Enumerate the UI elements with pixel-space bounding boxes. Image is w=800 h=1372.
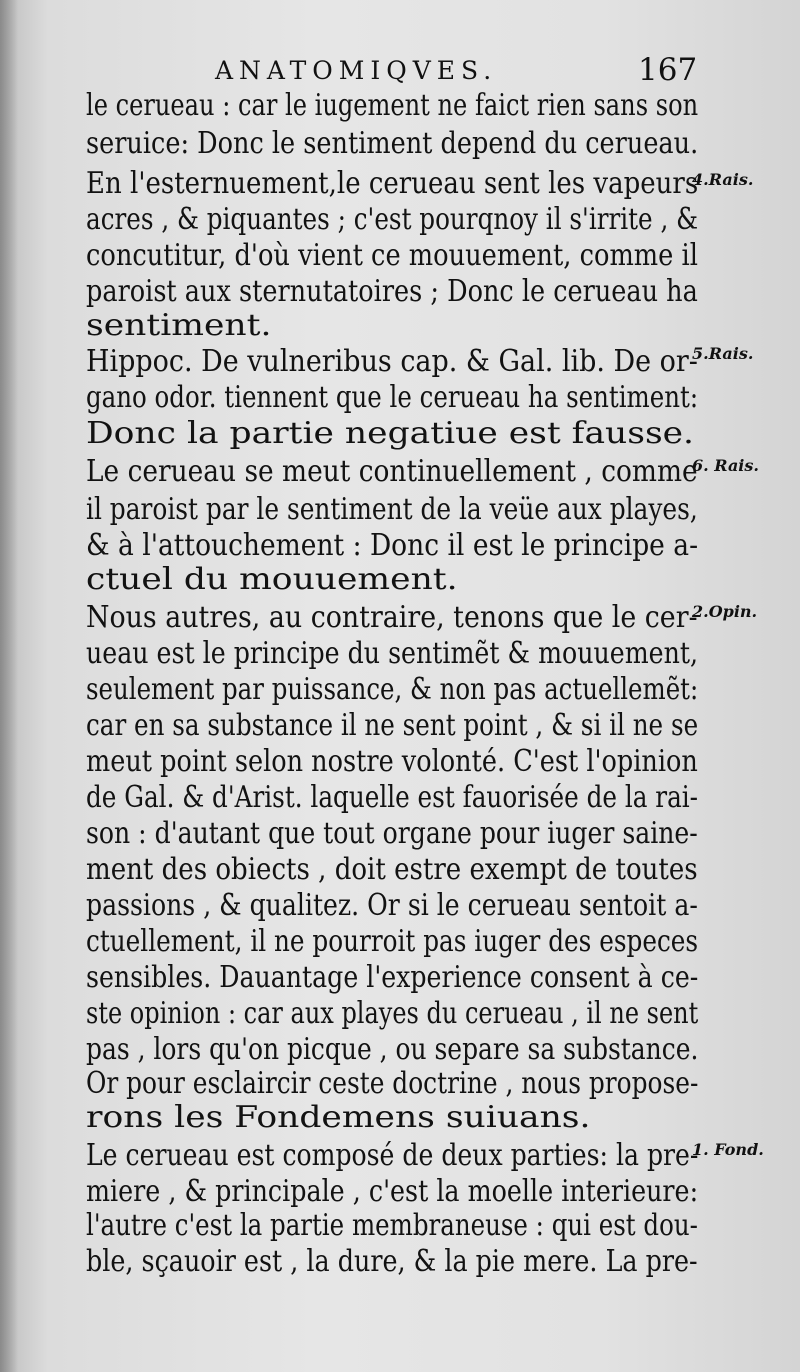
margin-note: 5.Rais. [692, 344, 754, 363]
text-line: meut point selon nostre volonté. C'est l'opinion [86, 744, 698, 779]
text-line: de Gal. & d'Arist. laquelle est fauorisée de la rai- [86, 780, 699, 815]
margin-note: 1. Fond. [692, 1140, 764, 1159]
text-line: l'autre c'est la partie membraneuse : qui est dou- [86, 1208, 698, 1243]
text-line: sentiment. [86, 308, 272, 343]
text-line: rons les Fondemens suiuans. [86, 1100, 591, 1135]
text-line: Hippoc. De vulneribus cap. & Gal. lib. De or- [86, 344, 698, 379]
text-line: seruice: Donc le sentiment depend du cerueau. [86, 126, 699, 161]
text-line: Le cerueau est composé de deux parties: la pre- [86, 1138, 699, 1173]
text-line: le cerueau : car le iugement ne faict rien sans son [86, 88, 699, 123]
text-line: son : d'autant que tout organe pour iuger saine- [86, 816, 698, 851]
text-line: ment des obiects , doit estre exempt de toutes [86, 852, 698, 887]
text-line: ueau est le principe du sentimẽt & mouuement, [86, 636, 699, 671]
text-line: pas , lors qu'on picque , ou separe sa substance. [86, 1032, 699, 1067]
text-line: Donc la partie negatiue est fausse. [86, 416, 695, 451]
page-number: 167 [638, 52, 698, 88]
text-line: ble, sçauoir est , la dure, & la pie mere. La pre- [86, 1244, 698, 1279]
text-line: ctuel du mouuement. [86, 562, 458, 597]
text-line: il paroist par le sentiment de la veüe aux playes, [86, 492, 698, 527]
text-line: En l'esternuement,le cerueau sent les vapeurs [86, 166, 699, 201]
text-line: & à l'attouchement : Donc il est le principe a- [86, 528, 699, 563]
margin-note: 4.Rais. [692, 170, 754, 189]
text-line: Nous autres, au contraire, tenons que le cer- [86, 600, 698, 635]
text-line: Or pour esclaircir ceste doctrine , nous propose- [86, 1066, 699, 1101]
text-line: car en sa substance il ne sent point , & si il ne se [86, 708, 699, 743]
text-line: Le cerueau se meut continuellement , comme [86, 454, 698, 489]
margin-note: 2.Opin. [692, 602, 758, 621]
running-title: ANATOMIQVES. [215, 56, 498, 85]
text-line: passions , & qualitez. Or si le cerueau sentoit a- [86, 888, 698, 923]
text-line: paroist aux sternutatoires ; Donc le cerueau ha [86, 274, 698, 309]
text-line: miere , & principale , c'est la moelle interieure: [86, 1174, 699, 1209]
text-line: acres , & piquantes ; c'est pourqnoy il s'irrite , & [86, 202, 699, 237]
text-line: seulement par puissance, & non pas actuellemẽt: [86, 672, 699, 707]
text-line: ctuellement, il ne pourroit pas iuger des especes [86, 924, 699, 959]
text-line: concutitur, d'où vient ce mouuement, comme il [86, 238, 698, 273]
text-line: gano odor. tiennent que le cerueau ha sentiment: [86, 380, 699, 415]
text-line: ste opinion : car aux playes du cerueau , il ne sent [86, 996, 699, 1031]
margin-note: 6. Rais. [692, 456, 759, 475]
text-line: sensibles. Dauantage l'experience consent à ce- [86, 960, 699, 995]
